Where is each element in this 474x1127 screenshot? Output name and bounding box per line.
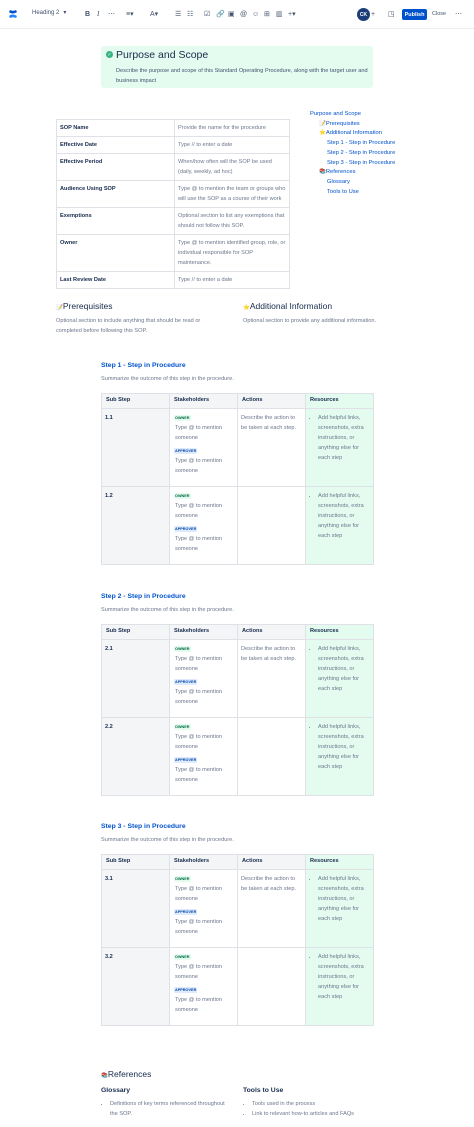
table-header-row bbox=[102, 394, 374, 409]
resources-cell[interactable] bbox=[306, 487, 374, 565]
success-check-icon: ✓ bbox=[107, 51, 112, 58]
stakeholders-cell[interactable] bbox=[170, 948, 238, 1026]
additional-heading[interactable]: ⭐Additional Information bbox=[243, 301, 333, 311]
sop-info-table bbox=[56, 119, 290, 289]
approver-status-lozenge[interactable]: APPROVER bbox=[175, 758, 197, 762]
toc-item-prerequisites[interactable]: 📝Prerequisites bbox=[319, 120, 360, 127]
text-color-icon[interactable]: A▾ bbox=[150, 11, 159, 18]
bold-icon[interactable]: B bbox=[85, 11, 91, 18]
list-item[interactable]: • Tools used in the process bbox=[252, 1099, 373, 1109]
table-row bbox=[102, 948, 374, 1026]
stakeholders-cell[interactable] bbox=[170, 409, 238, 487]
resources-list bbox=[309, 413, 370, 463]
owner-status-lozenge[interactable]: OWNER bbox=[175, 725, 190, 729]
table-row bbox=[57, 120, 290, 137]
insert-icon[interactable]: +▾ bbox=[288, 11, 296, 18]
approver-status-lozenge[interactable]: APPROVER bbox=[175, 910, 197, 914]
owner-status-lozenge[interactable]: OWNER bbox=[175, 955, 190, 959]
step-2-title[interactable]: Step 2 - Step in Procedure bbox=[101, 593, 186, 600]
mention-placeholder[interactable]: Type @ to mention someone bbox=[175, 503, 223, 519]
close-button[interactable]: Close bbox=[432, 11, 447, 17]
chevron-down-icon: ▾ bbox=[63, 10, 67, 16]
resources-list bbox=[309, 952, 370, 1002]
align-icon[interactable]: ≡▾ bbox=[126, 11, 134, 18]
list-item[interactable]: • Add helpful links, screenshots, extra instructions, or anything else for each step bbox=[318, 413, 370, 463]
step-3-table bbox=[101, 854, 374, 1026]
column-header[interactable]: Actions bbox=[238, 625, 306, 640]
additional-description[interactable]: Optional section to provide any additional information. bbox=[243, 318, 377, 324]
actions-cell[interactable]: Describe the action to be taken at each step. bbox=[238, 640, 306, 718]
sub-step-cell[interactable]: 2.1 bbox=[102, 640, 170, 718]
column-header[interactable]: Sub Step bbox=[102, 855, 170, 870]
toc-item-glossary[interactable]: Glossary bbox=[327, 178, 350, 185]
actions-cell[interactable]: Describe the action to be taken at each step. bbox=[238, 870, 306, 948]
info-value[interactable]: When/how often will the SOP be used (daily, weekly, ad hoc) bbox=[175, 154, 290, 181]
mention-placeholder[interactable]: Type @ to mention someone bbox=[175, 997, 223, 1013]
list-item[interactable]: • Add helpful links, screenshots, extra instructions, or anything else for each step bbox=[318, 874, 370, 924]
mention-icon[interactable]: @ bbox=[240, 11, 248, 18]
resources-list bbox=[309, 644, 370, 694]
table-row bbox=[57, 137, 290, 154]
more-options-icon[interactable]: ⋯ bbox=[455, 11, 462, 18]
table-row bbox=[102, 640, 374, 718]
mention-placeholder[interactable]: Type @ to mention someone bbox=[175, 536, 223, 552]
toc-item-purpose[interactable]: Purpose and Scope bbox=[310, 111, 361, 117]
avatar[interactable]: CK bbox=[357, 8, 370, 21]
list-item[interactable]: • Definitions of key terms referenced throughout the SOP. bbox=[110, 1099, 231, 1119]
list-item[interactable]: • Add helpful links, screenshots, extra instructions, or anything else for each step bbox=[318, 644, 370, 694]
sub-step-cell[interactable]: 3.1 bbox=[102, 870, 170, 948]
toc-item-additional[interactable]: ⭐Additional Information bbox=[319, 130, 382, 137]
approver-status-lozenge[interactable]: APPROVER bbox=[175, 988, 197, 992]
info-value[interactable]: Type // to enter a date bbox=[175, 137, 290, 154]
books-icon: 📚 bbox=[101, 1073, 108, 1079]
invite-icon[interactable]: + bbox=[371, 11, 376, 18]
text-style-dropdown[interactable] bbox=[32, 9, 66, 16]
resources-cell[interactable] bbox=[306, 948, 374, 1026]
info-value[interactable]: Type // to enter a date bbox=[175, 272, 290, 289]
sub-step-cell[interactable]: 3.2 bbox=[102, 948, 170, 1026]
toc-item-step1[interactable]: Step 1 - Step in Procedure bbox=[327, 140, 396, 147]
table-row bbox=[102, 718, 374, 796]
glossary-heading[interactable]: Glossary bbox=[101, 1087, 131, 1094]
resources-list bbox=[309, 874, 370, 924]
actions-cell[interactable] bbox=[238, 487, 306, 565]
info-value[interactable]: Type @ to mention the team or groups who will use the SOP as a course of their work bbox=[175, 181, 290, 208]
column-header[interactable]: Sub Step bbox=[102, 625, 170, 640]
resources-list bbox=[309, 491, 370, 541]
sub-step-cell[interactable]: 1.1 bbox=[102, 409, 170, 487]
table-header-row bbox=[102, 855, 374, 870]
notifications-icon[interactable]: ◳ bbox=[388, 11, 395, 18]
table-of-contents bbox=[310, 110, 395, 197]
list-item[interactable]: • Add helpful links, screenshots, extra instructions, or anything else for each step bbox=[318, 491, 370, 541]
step-1-table bbox=[101, 393, 374, 565]
purpose-panel bbox=[101, 46, 373, 88]
glossary-list bbox=[101, 1099, 231, 1119]
toc-item-references[interactable]: 📚References bbox=[319, 169, 356, 176]
table-row bbox=[57, 272, 290, 289]
prerequisites-heading[interactable]: 📝Prerequisites bbox=[56, 301, 113, 311]
link-icon[interactable]: 🔗 bbox=[216, 11, 225, 18]
prerequisites-description[interactable]: Optional section to include anything that should be read or completed before following this SOP. bbox=[56, 318, 201, 334]
table-row bbox=[102, 409, 374, 487]
publish-button[interactable]: Publish bbox=[402, 9, 427, 20]
more-formatting-icon[interactable]: ⋯ bbox=[108, 11, 115, 18]
table-row bbox=[57, 154, 290, 181]
table-header-row bbox=[102, 625, 374, 640]
info-value[interactable]: Provide the name for the procedure bbox=[175, 120, 290, 137]
sub-step-cell[interactable]: 2.2 bbox=[102, 718, 170, 796]
resources-cell[interactable] bbox=[306, 409, 374, 487]
info-key[interactable]: Last Review Date bbox=[57, 272, 175, 289]
toc-item-step2[interactable]: Step 2 - Step in Procedure bbox=[327, 149, 396, 156]
approver-status-lozenge[interactable]: APPROVER bbox=[175, 680, 197, 684]
info-key[interactable]: Exemptions bbox=[57, 208, 175, 235]
owner-status-lozenge[interactable]: OWNER bbox=[175, 877, 190, 881]
mention-placeholder[interactable]: Type @ to mention someone bbox=[175, 919, 223, 935]
table-row bbox=[57, 208, 290, 235]
column-header[interactable]: Stakeholders bbox=[170, 394, 238, 409]
info-key[interactable]: Audience Using SOP bbox=[57, 181, 175, 208]
column-header[interactable]: Stakeholders bbox=[170, 625, 238, 640]
tools-list bbox=[243, 1099, 373, 1119]
list-item[interactable]: • Add helpful links, screenshots, extra instructions, or anything else for each step bbox=[318, 722, 370, 772]
list-item[interactable]: • Link to relevant how-to articles and FAQs bbox=[252, 1109, 373, 1119]
actions-cell[interactable]: Describe the action to be taken at each step. bbox=[238, 409, 306, 487]
step-1-description[interactable]: Summarize the outcome of this step in the procedure. bbox=[101, 376, 234, 382]
owner-status-lozenge[interactable]: OWNER bbox=[175, 647, 190, 651]
owner-status-lozenge[interactable]: OWNER bbox=[175, 494, 190, 498]
text-style-label: Heading 2 bbox=[32, 9, 60, 16]
table-row bbox=[57, 235, 290, 272]
stakeholders-cell[interactable] bbox=[170, 487, 238, 565]
tools-heading[interactable]: Tools to Use bbox=[243, 1087, 284, 1094]
mention-placeholder[interactable]: Type @ to mention someone bbox=[175, 734, 223, 750]
action-item-icon[interactable]: ☑ bbox=[204, 11, 211, 18]
mention-placeholder[interactable]: Type @ to mention someone bbox=[175, 656, 223, 672]
editor-toolbar bbox=[0, 0, 474, 29]
owner-status-lozenge[interactable]: OWNER bbox=[175, 416, 190, 420]
info-key[interactable]: Effective Period bbox=[57, 154, 175, 181]
column-header[interactable]: Resources bbox=[306, 855, 374, 870]
memo-icon: 📝 bbox=[56, 305, 63, 311]
actions-cell[interactable] bbox=[238, 718, 306, 796]
column-header[interactable]: Resources bbox=[306, 394, 374, 409]
list-item[interactable]: • Add helpful links, screenshots, extra instructions, or anything else for each step bbox=[318, 952, 370, 1002]
table-row bbox=[57, 181, 290, 208]
step-3-title[interactable]: Step 3 - Step in Procedure bbox=[101, 823, 186, 830]
step-2-description[interactable]: Summarize the outcome of this step in the procedure. bbox=[101, 607, 234, 613]
column-header[interactable]: Actions bbox=[238, 855, 306, 870]
references-heading[interactable]: 📚References bbox=[101, 1069, 152, 1079]
toc-item-tools[interactable]: Tools to Use bbox=[327, 188, 359, 195]
info-value[interactable]: Type @ to mention identified group, role, or individual responsible for SOP maintenance. bbox=[175, 235, 290, 272]
stakeholders-cell[interactable] bbox=[170, 640, 238, 718]
stakeholders-cell[interactable] bbox=[170, 870, 238, 948]
resources-cell[interactable] bbox=[306, 870, 374, 948]
sub-step-cell[interactable]: 1.2 bbox=[102, 487, 170, 565]
resources-cell[interactable] bbox=[306, 640, 374, 718]
approver-status-lozenge[interactable]: APPROVER bbox=[175, 449, 197, 453]
toc-item-step3[interactable]: Step 3 - Step in Procedure bbox=[327, 159, 396, 166]
column-header[interactable]: Sub Step bbox=[102, 394, 170, 409]
column-header[interactable]: Actions bbox=[238, 394, 306, 409]
info-key[interactable]: Owner bbox=[57, 235, 175, 272]
table-icon[interactable]: ⊞ bbox=[264, 11, 270, 18]
step-3-description[interactable]: Summarize the outcome of this step in the procedure. bbox=[101, 837, 234, 843]
mention-placeholder[interactable]: Type @ to mention someone bbox=[175, 458, 223, 474]
emoji-icon[interactable]: ☺ bbox=[252, 11, 260, 18]
italic-icon[interactable]: I bbox=[97, 10, 100, 18]
actions-cell[interactable] bbox=[238, 948, 306, 1026]
mention-placeholder[interactable]: Type @ to mention someone bbox=[175, 767, 223, 783]
mention-placeholder[interactable]: Type @ to mention someone bbox=[175, 964, 223, 980]
table-row bbox=[102, 870, 374, 948]
mention-placeholder[interactable]: Type @ to mention someone bbox=[175, 689, 223, 705]
column-header[interactable]: Stakeholders bbox=[170, 855, 238, 870]
table-row bbox=[102, 487, 374, 565]
column-header[interactable]: Resources bbox=[306, 625, 374, 640]
layout-icon[interactable]: ▥ bbox=[276, 11, 283, 18]
approver-status-lozenge[interactable]: APPROVER bbox=[175, 527, 197, 531]
star-icon: ⭐ bbox=[243, 305, 250, 311]
stakeholders-cell[interactable] bbox=[170, 718, 238, 796]
step-2-table bbox=[101, 624, 374, 796]
step-1-title[interactable]: Step 1 - Step in Procedure bbox=[101, 362, 186, 369]
image-icon[interactable]: ▣ bbox=[228, 11, 235, 18]
mention-placeholder[interactable]: Type @ to mention someone bbox=[175, 425, 223, 441]
purpose-description[interactable]: Describe the purpose and scope of this Standard Operating Procedure, along with the target user and business impact bbox=[116, 68, 368, 84]
resources-list bbox=[309, 722, 370, 772]
numbered-list-icon[interactable]: ☷ bbox=[187, 11, 194, 18]
bullet-list-icon[interactable]: ☰ bbox=[175, 11, 182, 18]
info-key[interactable]: SOP Name bbox=[57, 120, 175, 137]
purpose-title[interactable]: Purpose and Scope bbox=[116, 49, 209, 61]
info-value[interactable]: Optional section to list any exemptions that should not follow this SOP. bbox=[175, 208, 290, 235]
resources-cell[interactable] bbox=[306, 718, 374, 796]
info-key[interactable]: Effective Date bbox=[57, 137, 175, 154]
confluence-logo-icon[interactable] bbox=[8, 9, 18, 20]
mention-placeholder[interactable]: Type @ to mention someone bbox=[175, 886, 223, 902]
